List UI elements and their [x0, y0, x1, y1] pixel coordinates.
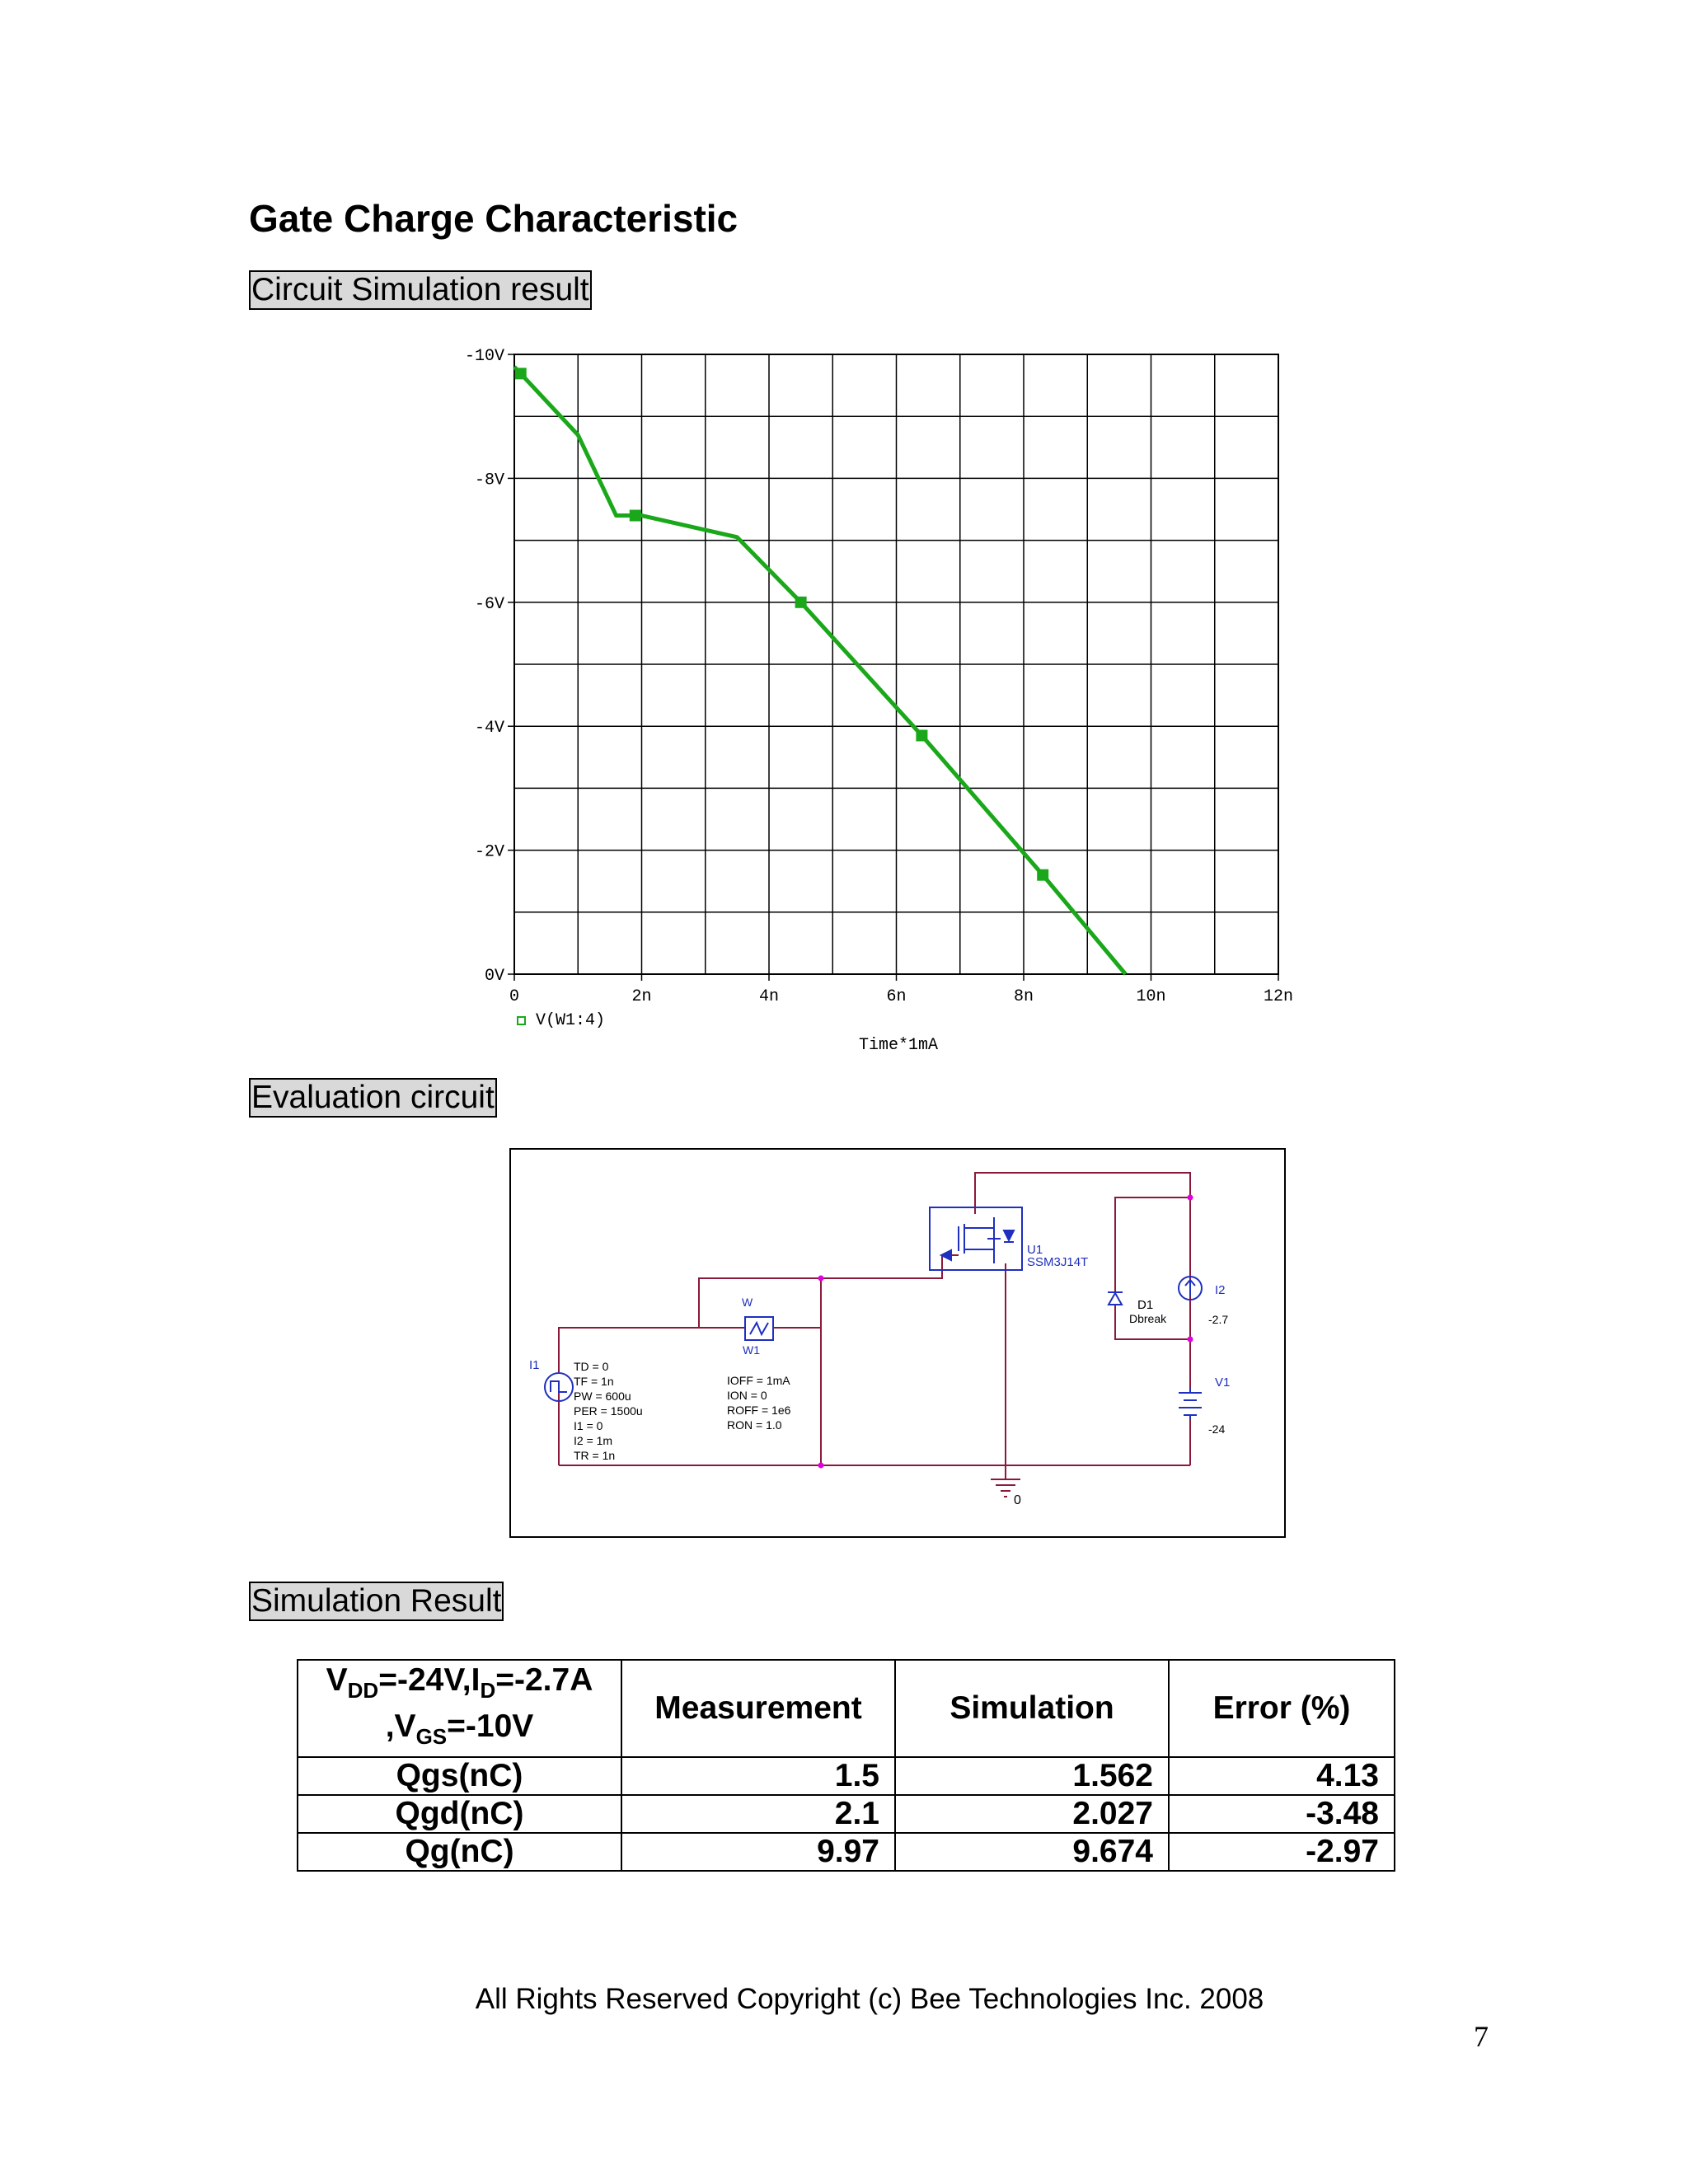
chart-grid: [514, 354, 1278, 974]
svg-text:TR = 1n: TR = 1n: [574, 1449, 616, 1462]
legend-label: V(W1:4): [536, 1011, 606, 1030]
y-tick-label: -8V: [474, 471, 504, 490]
copyright-footer: All Rights Reserved Copyright (c) Bee Technologies Inc. 2008: [475, 1983, 1264, 2015]
d1-part: Dbreak: [1129, 1312, 1167, 1325]
y-axis-ticks: [465, 347, 514, 986]
table-row: Qgs(nC) 1.5 1.562 4.13: [298, 1757, 1395, 1795]
u1-part: SSM3J14T: [1027, 1255, 1089, 1269]
i2-name: I2: [1215, 1283, 1226, 1297]
i2-value: -2.7: [1208, 1313, 1229, 1326]
x-tick-label: 12n: [1263, 987, 1294, 1006]
series-line: [514, 367, 1126, 974]
y-tick-label: -10V: [464, 347, 504, 366]
series-marker: [1037, 869, 1048, 881]
ground-label: 0: [1014, 1493, 1021, 1507]
svg-text:ION = 0: ION = 0: [727, 1389, 767, 1402]
y-tick-label: -6V: [474, 594, 504, 614]
x-axis-label: Time*1mA: [858, 1036, 939, 1055]
column-header: Simulation: [895, 1660, 1169, 1757]
i1-name: I1: [529, 1358, 540, 1372]
svg-text:I2 = 1m: I2 = 1m: [574, 1434, 613, 1447]
svg-text:PW = 600u: PW = 600u: [574, 1390, 631, 1403]
page-title: Gate Charge Characteristic: [249, 197, 738, 240]
v1-value: -24: [1208, 1422, 1226, 1436]
series-trace: [514, 367, 1126, 974]
x-tick-label: 6n: [886, 987, 907, 1006]
series-marker: [515, 368, 527, 379]
x-tick-label: 8n: [1013, 987, 1034, 1006]
section-label-simulation: Circuit Simulation result: [249, 270, 592, 310]
column-header: Error (%): [1169, 1660, 1395, 1757]
switch-w1-name: W1: [743, 1343, 760, 1357]
x-tick-label: 0: [509, 987, 520, 1006]
section-label-result: Simulation Result: [249, 1582, 504, 1621]
table-row: Qgd(nC) 2.1 2.027 -3.48: [298, 1795, 1395, 1833]
x-tick-label: 2n: [631, 987, 652, 1006]
svg-text:ROFF = 1e6: ROFF = 1e6: [727, 1404, 791, 1417]
evaluation-circuit-schematic: [509, 1148, 1286, 1538]
u1-name: U1: [1027, 1243, 1043, 1257]
switch-w-label: W: [742, 1296, 753, 1309]
svg-text:IOFF = 1mA: IOFF = 1mA: [727, 1374, 790, 1387]
results-table: [297, 1659, 1395, 1872]
series-marker: [630, 510, 641, 522]
table-row: Qg(nC) 9.97 9.674 -2.97: [298, 1833, 1395, 1871]
svg-text:TD = 0: TD = 0: [574, 1360, 609, 1373]
x-tick-label: 10n: [1136, 987, 1166, 1006]
y-tick-label: -4V: [474, 719, 504, 738]
svg-text:RON = 1.0: RON = 1.0: [727, 1418, 782, 1432]
svg-text:PER = 1500u: PER = 1500u: [574, 1404, 643, 1418]
gate-charge-chart: [445, 338, 1302, 1080]
series-marker: [795, 597, 807, 608]
x-tick-label: 4n: [758, 987, 780, 1006]
condition-header: $V_{DD}=-24V,I_D=-2.7A$ $,V_{GS}=-10V$: [298, 1660, 621, 1757]
column-header: Measurement: [621, 1660, 895, 1757]
d1-name: D1: [1137, 1298, 1154, 1312]
y-tick-label: -2V: [474, 842, 504, 862]
table-header-row: [298, 1660, 1395, 1757]
y-tick-label: 0V: [484, 967, 504, 986]
svg-text:I1 = 0: I1 = 0: [574, 1419, 603, 1432]
x-axis-ticks: [509, 974, 1293, 1006]
section-label-evaluation: Evaluation circuit: [249, 1078, 497, 1118]
page-number: 7: [1474, 2020, 1489, 2053]
series-marker: [916, 729, 927, 741]
schematic-frame: [510, 1149, 1285, 1537]
legend-marker-icon: [518, 1017, 525, 1024]
v1-name: V1: [1215, 1376, 1231, 1390]
svg-text:TF = 1n: TF = 1n: [574, 1375, 614, 1388]
